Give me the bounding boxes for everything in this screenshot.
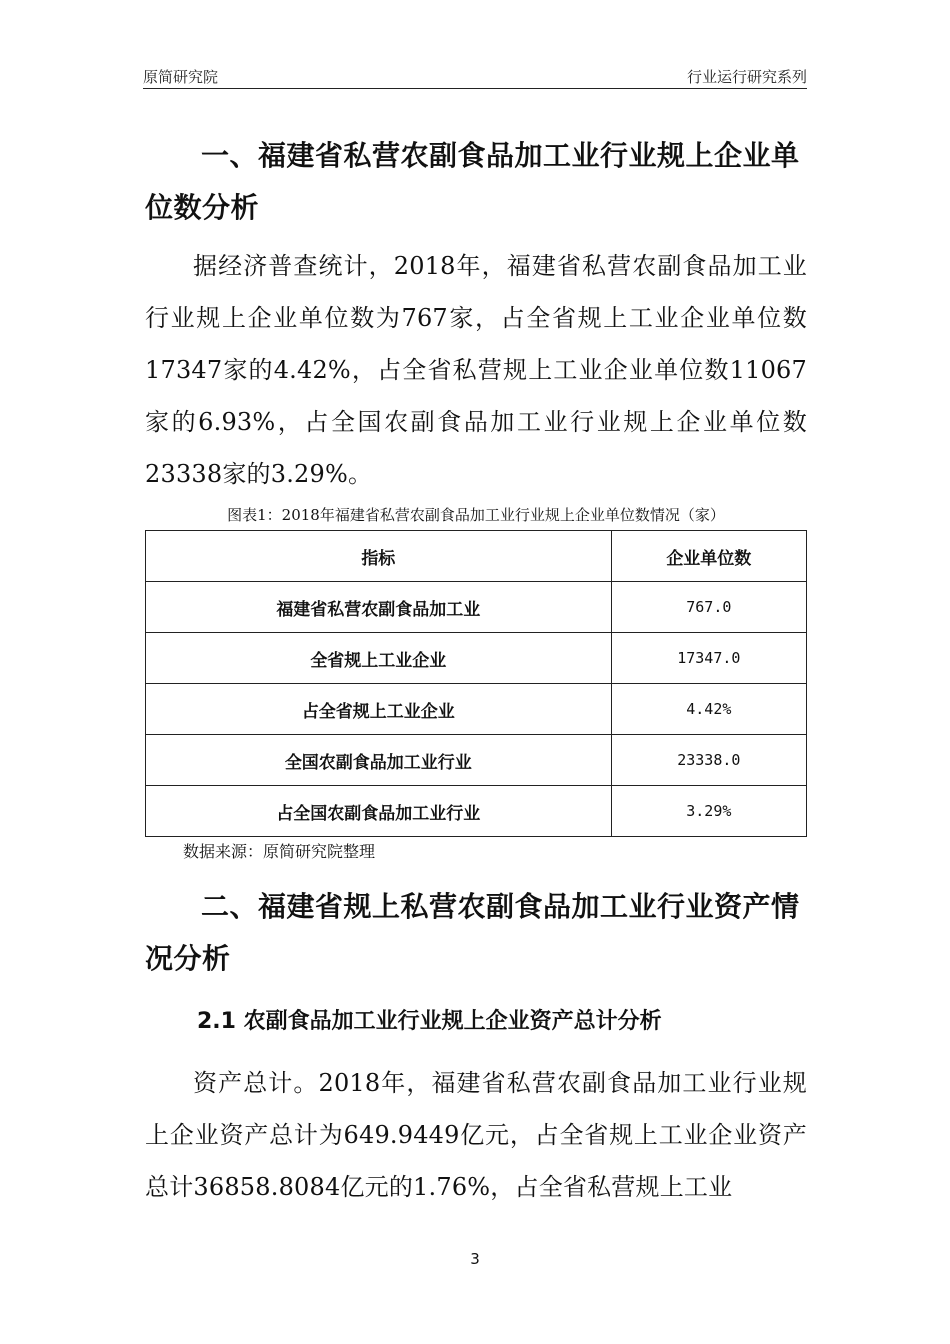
row-value: 767.0	[611, 582, 806, 633]
section-1-paragraph: 据经济普查统计，2018年，福建省私营农副食品加工业行业规上企业单位数为767家，占全省规上工业企业单位数17347家的4.42%，占全省私营规上工业企业单位数11067家的6.93%，占全国农副食品加工业行业规上企业单位数23338家的3.29%。	[145, 252, 807, 488]
table-row	[146, 582, 807, 633]
table-row	[146, 684, 807, 735]
table-row	[146, 735, 807, 786]
table-row	[146, 786, 807, 837]
row-label: 占全省规上工业企业	[146, 684, 612, 735]
enterprise-count-table	[145, 530, 807, 837]
row-value: 23338.0	[611, 735, 806, 786]
table-header-row	[146, 531, 807, 582]
header-org-name: 原简研究院	[143, 68, 219, 86]
table-row	[146, 633, 807, 684]
subsection-2-1-title: 2.1 农副食品加工业行业规上企业资产总计分析	[197, 1009, 662, 1034]
row-value: 3.29%	[611, 786, 806, 837]
column-header-indicator: 指标	[146, 531, 612, 582]
row-value: 17347.0	[611, 633, 806, 684]
row-value: 4.42%	[611, 684, 806, 735]
table-1-caption: 图表1：2018年福建省私营农副食品加工业行业规上企业单位数情况（家）	[227, 506, 725, 524]
section-2-paragraph: 资产总计。2018年，福建省私营农副食品加工业行业规上企业资产总计为649.9449亿元，占全省规上工业企业资产总计36858.8084亿元的1.76%，占全省私营规上工业	[145, 1069, 807, 1201]
header-divider	[143, 88, 807, 89]
row-label: 全国农副食品加工业行业	[146, 735, 612, 786]
section-1-title: 一、福建省私营农副食品加工业行业规上企业单位数分析	[145, 139, 800, 224]
page-number: 3	[470, 1250, 480, 1268]
table-1-source: 数据来源：原简研究院整理	[183, 842, 376, 861]
row-label: 福建省私营农副食品加工业	[146, 582, 612, 633]
column-header-count: 企业单位数	[611, 531, 806, 582]
section-2-title: 二、福建省规上私营农副食品加工业行业资产情况分析	[145, 890, 800, 975]
page-content	[145, 130, 807, 1213]
row-label: 全省规上工业企业	[146, 633, 612, 684]
header-series-title: 行业运行研究系列	[686, 68, 807, 86]
row-label: 占全国农副食品加工业行业	[146, 786, 612, 837]
